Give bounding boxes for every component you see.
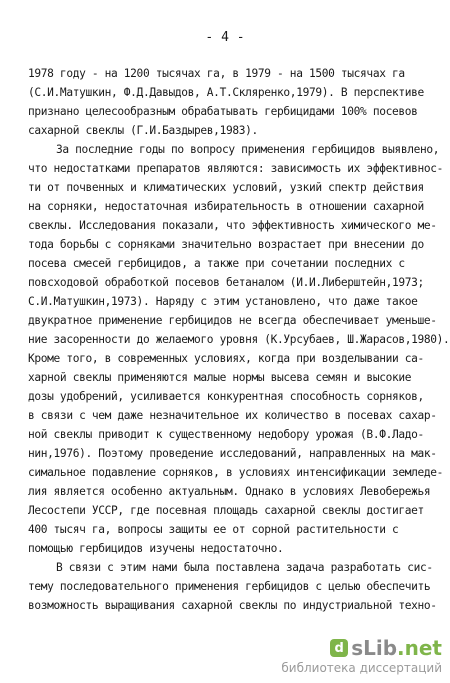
text-line: сахарной свеклы (Г.И.Баздырев,1983). — [28, 124, 258, 137]
text-line: что недостатками препаратов являются: зависимость их эффективнос- — [28, 162, 444, 175]
text-line: признано целесообразным обрабатывать гербицидами 100% посевов — [28, 105, 418, 118]
text-line: Лесостепи УССР, где посевная площадь сахарной свеклы достигает — [28, 504, 424, 517]
site-logo[interactable] — [281, 636, 442, 660]
text-line: повсходовой обработкой посевов бетаналом (И.И.Либерштейн,1973; — [28, 276, 424, 289]
watermark — [281, 636, 442, 675]
text-line: помощью гербицидов изучены недостаточно. — [28, 542, 284, 555]
text-line: ние засоренности до желаемого уровня (К.Урсубаев, Ш.Жарасов,1980). — [28, 333, 450, 346]
text-line: тода борьбы с сорняками значительно возрастает при внесении до — [28, 238, 424, 251]
text-line: харной свеклы применяются малые нормы высева семян и высокие — [28, 371, 412, 384]
text-line: лия является особенно актуальным. Однако в условиях Левобережья — [28, 485, 431, 498]
text-line: нин,1976). Поэтому проведение исследований, направленных на мак- — [28, 447, 437, 460]
text-line: дозы удобрений, усиливается конкурентная способность сорняков, — [28, 390, 424, 403]
text-line: (С.И.Матушкин, Ф.Д.Давыдов, А.Т.Скляренко,1979). В перспективе — [28, 86, 424, 99]
text-line: возможность выращивания сахарной свеклы по индустриальной техно- — [28, 599, 437, 612]
page-number: - 4 - — [205, 30, 245, 45]
logo-wordmark: sLib.net — [351, 636, 442, 660]
text-line: С.И.Матушкин,1973). Наряду с этим установлено, что даже такое — [28, 295, 418, 308]
watermark-caption: библиотека диссертаций — [281, 661, 442, 675]
text-line: свеклы. Исследования показали, что эффективность химического ме- — [28, 219, 437, 232]
text-line: ти от почвенных и климатических условий, узкий спектр действия — [28, 181, 424, 194]
paragraph-start-line: В связи с этим нами была поставлена задача разработать сис- — [56, 561, 433, 574]
text-line: симальное подавление сорняков, в условиях интенсификации земледе- — [28, 466, 444, 479]
text-line: в связи с чем даже незначительное их количество в посевах сахар- — [28, 409, 437, 422]
paragraph-start-line: За последние годы по вопросу применения гербицидов выявлено, — [56, 143, 440, 156]
text-line: на сорняки, недостаточная избирательность в отношении сахарной — [28, 200, 424, 213]
text-line: Кроме того, в современных условиях, когда при возделывании са- — [28, 352, 424, 365]
text-line: посева смесей гербицидов, а также при сочетании последних с — [28, 257, 405, 270]
text-line: 1978 году - на 1200 тысячах га, в 1979 - на 1500 тысячах га — [28, 67, 405, 80]
text-line: двукратное применение гербицидов не всегда обеспечивает уменьше- — [28, 314, 437, 327]
logo-d-icon: d — [330, 639, 348, 657]
text-line: тему последовательного применения гербицидов с целью обеспечить — [28, 580, 431, 593]
text-line: ной свеклы приводит к существенному недобору урожая (В.Ф.Ладо- — [28, 428, 424, 441]
text-line: 400 тысяч га, вопросы защиты ее от сорной растительности с — [28, 523, 399, 536]
